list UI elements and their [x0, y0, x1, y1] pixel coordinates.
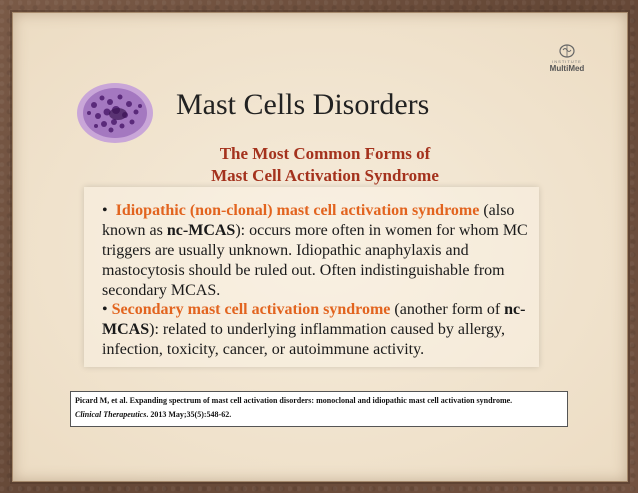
bullet-secondary [102, 300, 542, 360]
citation-authors: Picard M, et al. Expanding spectrum of mast cell activation disorders: monoclonal and idiopathic mast cell activation syndrome. [75, 396, 513, 405]
subtitle-line-2: Mast Cell Activation Syndrome [211, 166, 439, 185]
bullet-marker: • [102, 301, 108, 318]
bullet-text: ): related to underlying inflammation caused by allergy, infection, toxicity, cancer, or autoimmune activity. [102, 321, 505, 358]
bullet-text: (also known as [102, 202, 515, 239]
bullet-heading: Secondary mast cell activation syndrome [111, 301, 391, 318]
logo-tagline: INSTITUTE [552, 59, 582, 64]
brain-icon [559, 44, 575, 58]
bullet-term: nc-MCAS [102, 301, 526, 338]
bullet-marker: • [102, 202, 108, 219]
subtitle [180, 143, 470, 187]
reference-citation [70, 391, 568, 427]
mast-cell-image [74, 80, 156, 146]
bullet-heading: Idiopathic (non-clonal) mast cell activation syndrome [115, 202, 480, 219]
multimed-logo [538, 44, 596, 78]
citation-details: . 2013 May;35(5):548-62. [146, 410, 232, 419]
citation-journal: Clinical Therapeutics [75, 410, 147, 419]
logo-name: MultiMed [549, 64, 585, 73]
bullet-idiopathic [102, 201, 542, 301]
bullet-text: ): occurs more often in women for whom MC triggers are usually unknown. Idiopathic anaphylaxis and mastocytosis should be ruled out. Often indistinguishable from secondary MCAS. [102, 222, 528, 299]
page-title: Mast Cells Disorders [176, 88, 430, 121]
subtitle-line-1: The Most Common Forms of [219, 144, 431, 163]
bullet-term: nc-MCAS [166, 222, 236, 239]
bullet-text: (another form of [390, 301, 505, 318]
